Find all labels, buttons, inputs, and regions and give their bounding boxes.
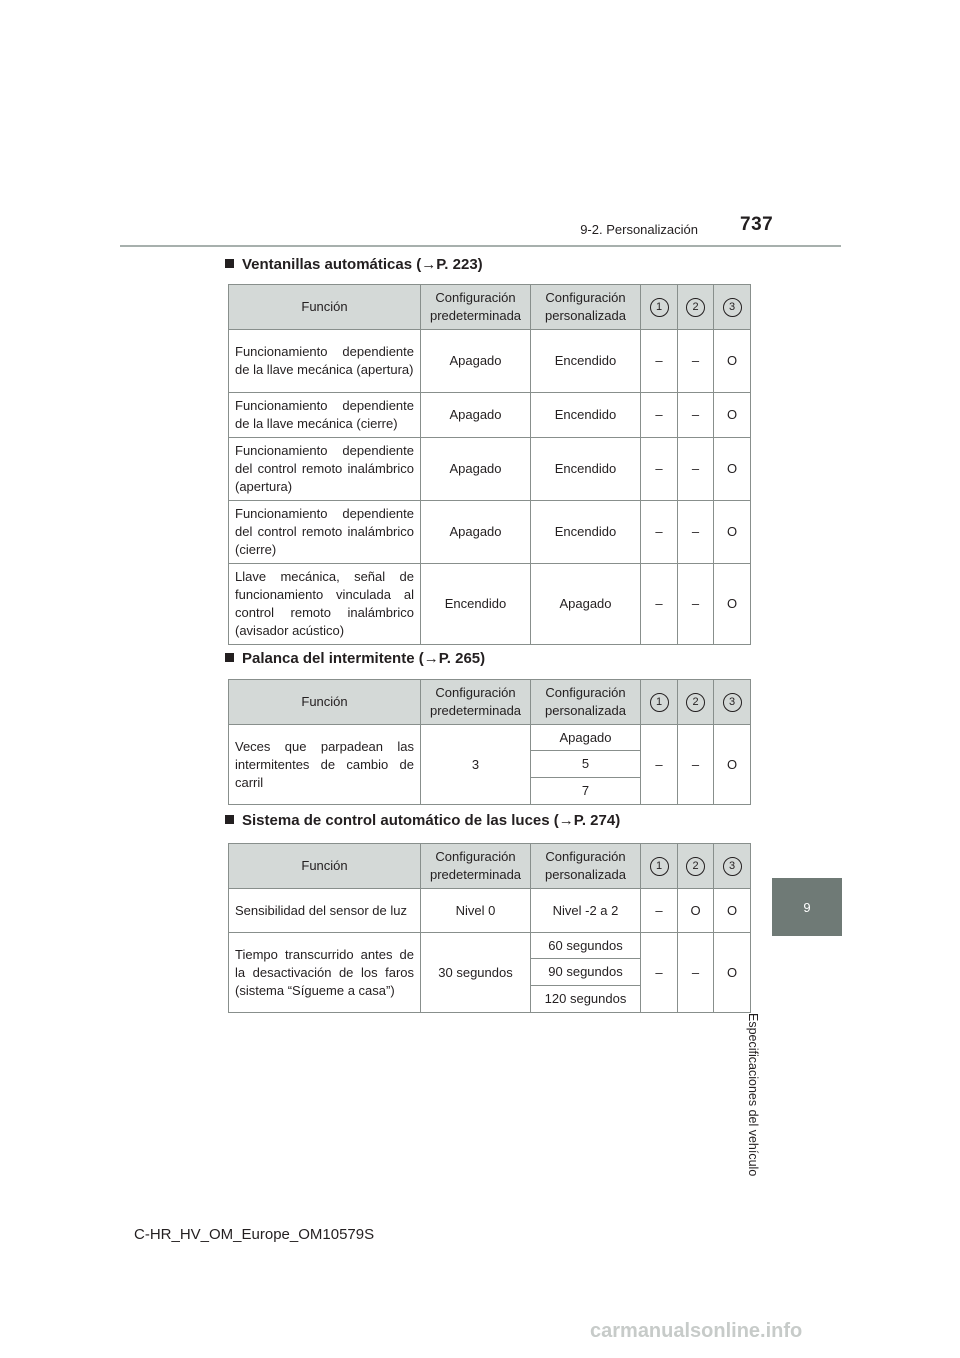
circled-3-icon: 3 xyxy=(723,857,742,876)
cell-default: Apagado xyxy=(421,438,531,501)
table-row xyxy=(229,889,751,933)
cell-default: 3 xyxy=(421,725,531,805)
cell-custom: Apagado xyxy=(531,725,641,751)
cell-c2: – xyxy=(678,330,714,393)
table-row xyxy=(229,501,751,564)
table-header-row xyxy=(229,285,751,330)
cell-custom: Encendido xyxy=(531,393,641,438)
cell-default: Nivel 0 xyxy=(421,889,531,933)
cell-custom: Apagado xyxy=(531,564,641,645)
cell-c3: O xyxy=(714,501,751,564)
section-title-luces xyxy=(225,812,620,829)
cell-c2: O xyxy=(678,889,714,933)
cell-c1: – xyxy=(641,501,678,564)
header-divider xyxy=(120,245,841,247)
cell-c3: O xyxy=(714,889,751,933)
page-number: 737 xyxy=(740,214,774,235)
circled-1-icon: 1 xyxy=(650,693,669,712)
circled-1-icon: 1 xyxy=(650,857,669,876)
circled-3-icon: 3 xyxy=(723,693,742,712)
table-ventanillas xyxy=(228,284,751,645)
table-header-row xyxy=(229,680,751,725)
chapter-label: Especificaciones del vehículo xyxy=(746,1013,760,1177)
table-header-row xyxy=(229,844,751,889)
document-code: C-HR_HV_OM_Europe_OM10579S xyxy=(134,1226,375,1243)
col-funcion: Función xyxy=(229,844,421,889)
cell-c3: O xyxy=(714,393,751,438)
col-config-predeterminada: Configuración predeterminada xyxy=(421,844,531,889)
cell-c3: O xyxy=(714,933,751,1013)
cell-funcion: Llave mecánica, señal de funcionamiento vinculada al control remoto inalámbrico (avisador acústico) xyxy=(229,564,421,645)
cell-custom: Encendido xyxy=(531,330,641,393)
bullet-square-icon xyxy=(225,815,234,824)
chapter-tab[interactable] xyxy=(772,878,842,936)
table-palanca xyxy=(228,679,751,805)
cell-default: Encendido xyxy=(421,564,531,645)
cell-c1: – xyxy=(641,330,678,393)
cell-c2: – xyxy=(678,501,714,564)
table-luces xyxy=(228,843,751,1013)
cell-custom: Nivel -2 a 2 xyxy=(531,889,641,933)
col-config-personalizada: Configuración personalizada xyxy=(531,680,641,725)
bullet-square-icon xyxy=(225,259,234,268)
cell-custom: Encendido xyxy=(531,501,641,564)
cell-custom: 90 segundos xyxy=(531,959,641,986)
chapter-number: 9 xyxy=(803,899,811,915)
bullet-square-icon xyxy=(225,653,234,662)
section-title-text: Ventanillas automáticas (→P. 223) xyxy=(242,256,483,273)
circled-1-icon: 1 xyxy=(650,298,669,317)
cell-c2: – xyxy=(678,933,714,1013)
section-title-palanca xyxy=(225,650,485,667)
cell-funcion: Veces que parpadean las intermitentes de cambio de carril xyxy=(229,725,421,805)
cell-custom: 60 segundos xyxy=(531,933,641,959)
cell-default: Apagado xyxy=(421,501,531,564)
cell-c2: – xyxy=(678,438,714,501)
cell-funcion: Funcionamiento dependiente del control remoto inalámbrico (apertura) xyxy=(229,438,421,501)
circled-3-icon: 3 xyxy=(723,298,742,317)
cell-c3: O xyxy=(714,438,751,501)
cell-c3: O xyxy=(714,725,751,805)
section-title-ventanillas xyxy=(225,256,483,273)
cell-funcion: Funcionamiento dependiente de la llave mecánica (apertura) xyxy=(229,330,421,393)
table-row xyxy=(229,393,751,438)
watermark: carmanualsonline.info xyxy=(590,1320,803,1342)
table-row xyxy=(229,438,751,501)
cell-default: 30 segundos xyxy=(421,933,531,1013)
cell-c1: – xyxy=(641,889,678,933)
cell-c1: – xyxy=(641,564,678,645)
cell-default: Apagado xyxy=(421,330,531,393)
cell-funcion: Funcionamiento dependiente del control remoto inalámbrico (cierre) xyxy=(229,501,421,564)
cell-c2: – xyxy=(678,725,714,805)
table-row xyxy=(229,933,751,959)
table-row xyxy=(229,725,751,751)
col-funcion: Función xyxy=(229,285,421,330)
col-config-predeterminada: Configuración predeterminada xyxy=(421,680,531,725)
table-row xyxy=(229,330,751,393)
cell-c3: O xyxy=(714,330,751,393)
cell-c1: – xyxy=(641,933,678,1013)
col-config-personalizada: Configuración personalizada xyxy=(531,285,641,330)
cell-custom: 120 segundos xyxy=(531,986,641,1013)
cell-custom: Encendido xyxy=(531,438,641,501)
cell-c2: – xyxy=(678,393,714,438)
col-funcion: Función xyxy=(229,680,421,725)
cell-custom: 5 xyxy=(531,751,641,778)
circled-2-icon: 2 xyxy=(686,693,705,712)
cell-c1: – xyxy=(641,393,678,438)
cell-default: Apagado xyxy=(421,393,531,438)
cell-funcion: Tiempo transcurrido antes de la desactivación de los faros (sistema “Sígueme a casa”) xyxy=(229,933,421,1013)
cell-funcion: Sensibilidad del sensor de luz xyxy=(229,889,421,933)
circled-2-icon: 2 xyxy=(686,857,705,876)
cell-funcion: Funcionamiento dependiente de la llave mecánica (cierre) xyxy=(229,393,421,438)
circled-2-icon: 2 xyxy=(686,298,705,317)
cell-c1: – xyxy=(641,725,678,805)
col-config-personalizada: Configuración personalizada xyxy=(531,844,641,889)
col-config-predeterminada: Configuración predeterminada xyxy=(421,285,531,330)
cell-c2: – xyxy=(678,564,714,645)
section-header: 9-2. Personalización xyxy=(580,222,698,237)
cell-c1: – xyxy=(641,438,678,501)
section-title-text: Palanca del intermitente (→P. 265) xyxy=(242,650,486,667)
table-row xyxy=(229,564,751,645)
cell-custom: 7 xyxy=(531,778,641,805)
section-title-text: Sistema de control automático de las luces (→P. 274) xyxy=(242,812,621,829)
cell-c3: O xyxy=(714,564,751,645)
